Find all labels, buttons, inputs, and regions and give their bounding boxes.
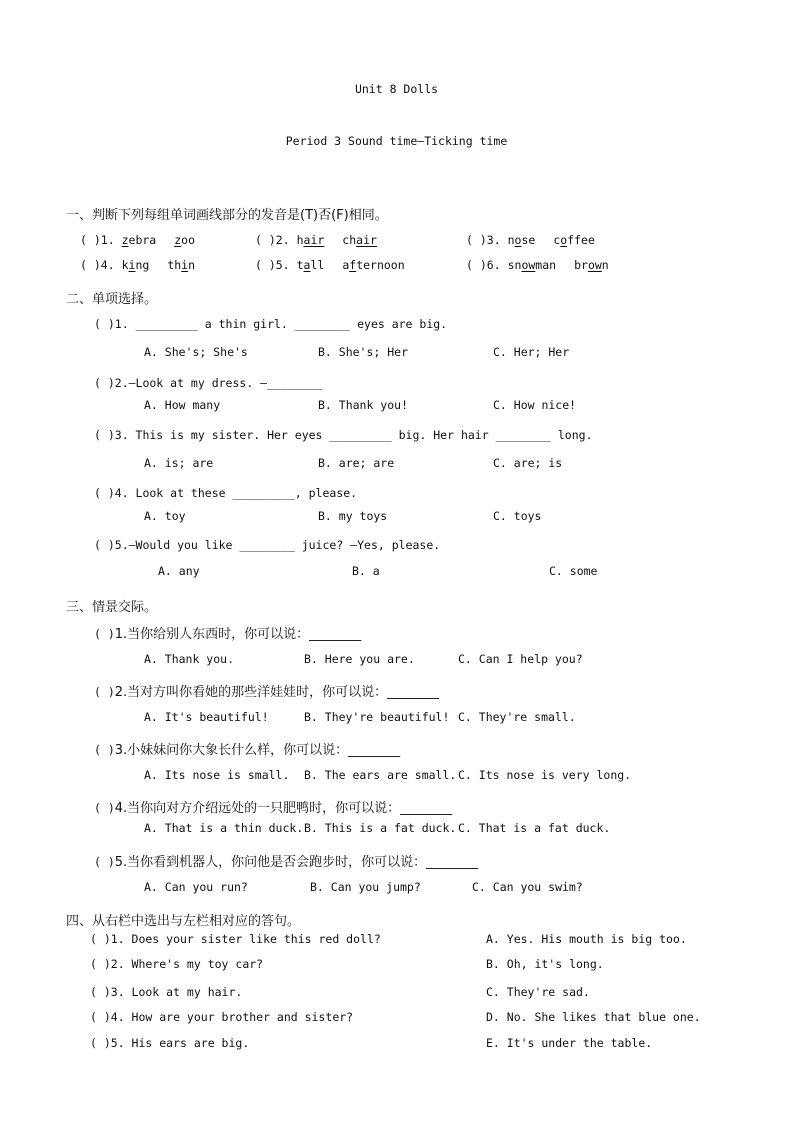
option-c[interactable]: C. Its nose is very long. bbox=[458, 768, 632, 782]
section4-heading: 四、从右栏中选出与左栏相对应的答句。 bbox=[66, 914, 301, 929]
underlined-part: a bbox=[303, 258, 311, 272]
word-part: n bbox=[188, 258, 196, 272]
match-answer[interactable]: C. They're sad. bbox=[486, 985, 590, 999]
underlined-part: ow bbox=[521, 258, 536, 272]
situation-question bbox=[94, 797, 452, 816]
pronunciation-item bbox=[255, 258, 405, 272]
word-1 bbox=[122, 258, 150, 272]
option-c[interactable]: C. are; is bbox=[493, 456, 563, 470]
item-number: 6. bbox=[486, 258, 501, 272]
match-question: ( )4. How are your brother and sister? bbox=[90, 1010, 354, 1024]
option-a[interactable]: A. She's; She's bbox=[144, 345, 248, 359]
page-subtitle: Period 3 Sound time—Ticking time bbox=[285, 134, 508, 148]
word-part: ternoon bbox=[356, 258, 405, 272]
answer-paren[interactable]: ( ) bbox=[80, 258, 101, 272]
word-part: a bbox=[342, 258, 350, 272]
item-number: 1. bbox=[100, 233, 115, 247]
mc-question: ( )4. Look at these _________, please. bbox=[94, 486, 358, 500]
option-a[interactable]: A. is; are bbox=[144, 456, 214, 470]
word-part: se bbox=[521, 233, 536, 247]
question-text: 4.当你向对方介绍远处的一只肥鸭时，你可以说：________ bbox=[114, 801, 453, 816]
section1-heading: 一、判断下列每组单词画线部分的发音是(T)否(F)相同。 bbox=[66, 208, 388, 223]
pronunciation-item bbox=[466, 233, 595, 247]
option-a[interactable]: A. How many bbox=[144, 398, 221, 412]
option-b[interactable]: B. my toys bbox=[318, 509, 388, 523]
option-a[interactable]: A. That is a thin duck. bbox=[144, 821, 304, 835]
item-number: 3. bbox=[486, 233, 501, 247]
option-b[interactable]: B. The ears are small. bbox=[304, 768, 457, 782]
underlined-part: f bbox=[349, 258, 357, 272]
underlined-part: o bbox=[560, 233, 568, 247]
answer-paren[interactable]: ( ) bbox=[94, 685, 115, 699]
word-2 bbox=[553, 233, 595, 247]
answer-paren[interactable]: ( ) bbox=[255, 258, 276, 272]
word-part: sn bbox=[507, 258, 522, 272]
option-a[interactable]: A. toy bbox=[144, 509, 186, 523]
underlined-part: z bbox=[174, 233, 182, 247]
item-number: 4. bbox=[100, 258, 115, 272]
word-2 bbox=[174, 233, 195, 247]
mc-question: ( )5.—Would you like ________ juice? —Yes, please. bbox=[94, 538, 441, 552]
option-b[interactable]: B. They're beautiful! bbox=[304, 710, 450, 724]
match-answer[interactable]: E. It's under the table. bbox=[486, 1036, 653, 1050]
match-answer[interactable]: D. No. She likes that blue one. bbox=[486, 1010, 701, 1024]
question-text: 1.当你给别人东西时，你可以说：________ bbox=[114, 627, 362, 642]
word-1 bbox=[508, 258, 557, 272]
pronunciation-item bbox=[255, 233, 377, 247]
mc-question: ( )2.—Look at my dress. —________ bbox=[94, 376, 323, 390]
answer-paren[interactable]: ( ) bbox=[94, 855, 115, 869]
word-1 bbox=[297, 233, 325, 247]
pronunciation-item bbox=[80, 233, 195, 247]
mc-question: ( )1. _________ a thin girl. ________ eyes are big. bbox=[94, 317, 448, 331]
word-part: n bbox=[507, 233, 515, 247]
underlined-part: air bbox=[303, 233, 325, 247]
word-part: n bbox=[601, 258, 609, 272]
section3-heading: 三、情景交际。 bbox=[66, 600, 158, 615]
word-part: th bbox=[167, 258, 182, 272]
word-part: br bbox=[574, 258, 588, 272]
option-a[interactable]: A. Can you run? bbox=[144, 880, 248, 894]
answer-paren[interactable]: ( ) bbox=[80, 233, 101, 247]
item-number: 2. bbox=[275, 233, 290, 247]
option-c[interactable]: C. Her; Her bbox=[493, 345, 570, 359]
question-text: 2.当对方叫你看她的那些洋娃娃时，你可以说：________ bbox=[114, 685, 440, 700]
item-number: 5. bbox=[275, 258, 290, 272]
option-c[interactable]: C. Can you swim? bbox=[472, 880, 583, 894]
word-part: t bbox=[296, 258, 304, 272]
word-part: ng bbox=[135, 258, 150, 272]
underlined-part: i bbox=[181, 258, 189, 272]
situation-question bbox=[94, 739, 400, 758]
answer-paren[interactable]: ( ) bbox=[255, 233, 276, 247]
word-2 bbox=[342, 258, 404, 272]
mc-question: ( )3. This is my sister. Her eyes _________ big. Her hair ________ long. bbox=[94, 428, 593, 442]
word-part: c bbox=[553, 233, 561, 247]
option-b[interactable]: B. a bbox=[352, 564, 380, 578]
word-1 bbox=[122, 233, 157, 247]
option-c[interactable]: C. Can I help you? bbox=[458, 652, 583, 666]
option-b[interactable]: B. She's; Her bbox=[318, 345, 409, 359]
answer-paren[interactable]: ( ) bbox=[94, 801, 115, 815]
underlined-part: z bbox=[121, 233, 129, 247]
word-part: k bbox=[121, 258, 129, 272]
word-part: oo bbox=[181, 233, 196, 247]
word-1 bbox=[297, 258, 325, 272]
option-c[interactable]: C. They're small. bbox=[458, 710, 576, 724]
option-a[interactable]: A. It's beautiful! bbox=[144, 710, 269, 724]
answer-paren[interactable]: ( ) bbox=[94, 627, 115, 641]
option-a[interactable]: A. Thank you. bbox=[144, 652, 235, 666]
word-part: ebra bbox=[128, 233, 157, 247]
section2-heading: 二、单项选择。 bbox=[66, 292, 158, 307]
situation-question bbox=[94, 681, 439, 700]
answer-paren[interactable]: ( ) bbox=[466, 258, 487, 272]
word-part: man bbox=[535, 258, 557, 272]
option-b[interactable]: B. Here you are. bbox=[304, 652, 415, 666]
match-question: ( )1. Does your sister like this red doll? bbox=[90, 932, 381, 946]
option-b[interactable]: B. This is a fat duck. bbox=[304, 821, 457, 835]
option-c[interactable]: C. How nice! bbox=[493, 398, 577, 412]
option-a[interactable]: A. any bbox=[158, 564, 200, 578]
word-part: ffee bbox=[567, 233, 595, 247]
option-c[interactable]: C. toys bbox=[493, 509, 542, 523]
page-title: Unit 8 Dolls bbox=[354, 82, 439, 96]
option-c[interactable]: C. some bbox=[549, 564, 598, 578]
word-2 bbox=[342, 233, 377, 247]
option-a[interactable]: A. Its nose is small. bbox=[144, 768, 290, 782]
underlined-part: ow bbox=[587, 258, 602, 272]
word-2 bbox=[574, 258, 609, 272]
option-c[interactable]: C. That is a fat duck. bbox=[458, 821, 611, 835]
option-b[interactable]: B. Thank you! bbox=[318, 398, 409, 412]
word-2 bbox=[167, 258, 195, 272]
situation-question bbox=[94, 623, 361, 642]
question-text: 5.当你看到机器人，你问他是否会跑步时，你可以说：________ bbox=[114, 855, 479, 870]
underlined-part: i bbox=[128, 258, 136, 272]
option-b[interactable]: B. are; are bbox=[318, 456, 395, 470]
underlined-part: o bbox=[514, 233, 522, 247]
pronunciation-item bbox=[466, 258, 609, 272]
question-text: 3.小妹妹问你大象长什么样，你可以说：________ bbox=[114, 743, 401, 758]
match-answer[interactable]: B. Oh, it's long. bbox=[486, 957, 604, 971]
answer-paren[interactable]: ( ) bbox=[466, 233, 487, 247]
word-part: h bbox=[296, 233, 304, 247]
word-1 bbox=[508, 233, 536, 247]
answer-paren[interactable]: ( ) bbox=[94, 743, 115, 757]
match-question: ( )2. Where's my toy car? bbox=[90, 957, 264, 971]
situation-question bbox=[94, 851, 478, 870]
pronunciation-item bbox=[80, 258, 195, 272]
word-part: ch bbox=[342, 233, 357, 247]
match-question: ( )3. Look at my hair. bbox=[90, 985, 243, 999]
option-b[interactable]: B. Can you jump? bbox=[310, 880, 421, 894]
match-answer[interactable]: A. Yes. His mouth is big too. bbox=[486, 932, 687, 946]
underlined-part: air bbox=[356, 233, 377, 247]
word-part: ll bbox=[310, 258, 325, 272]
match-question: ( )5. His ears are big. bbox=[90, 1036, 250, 1050]
